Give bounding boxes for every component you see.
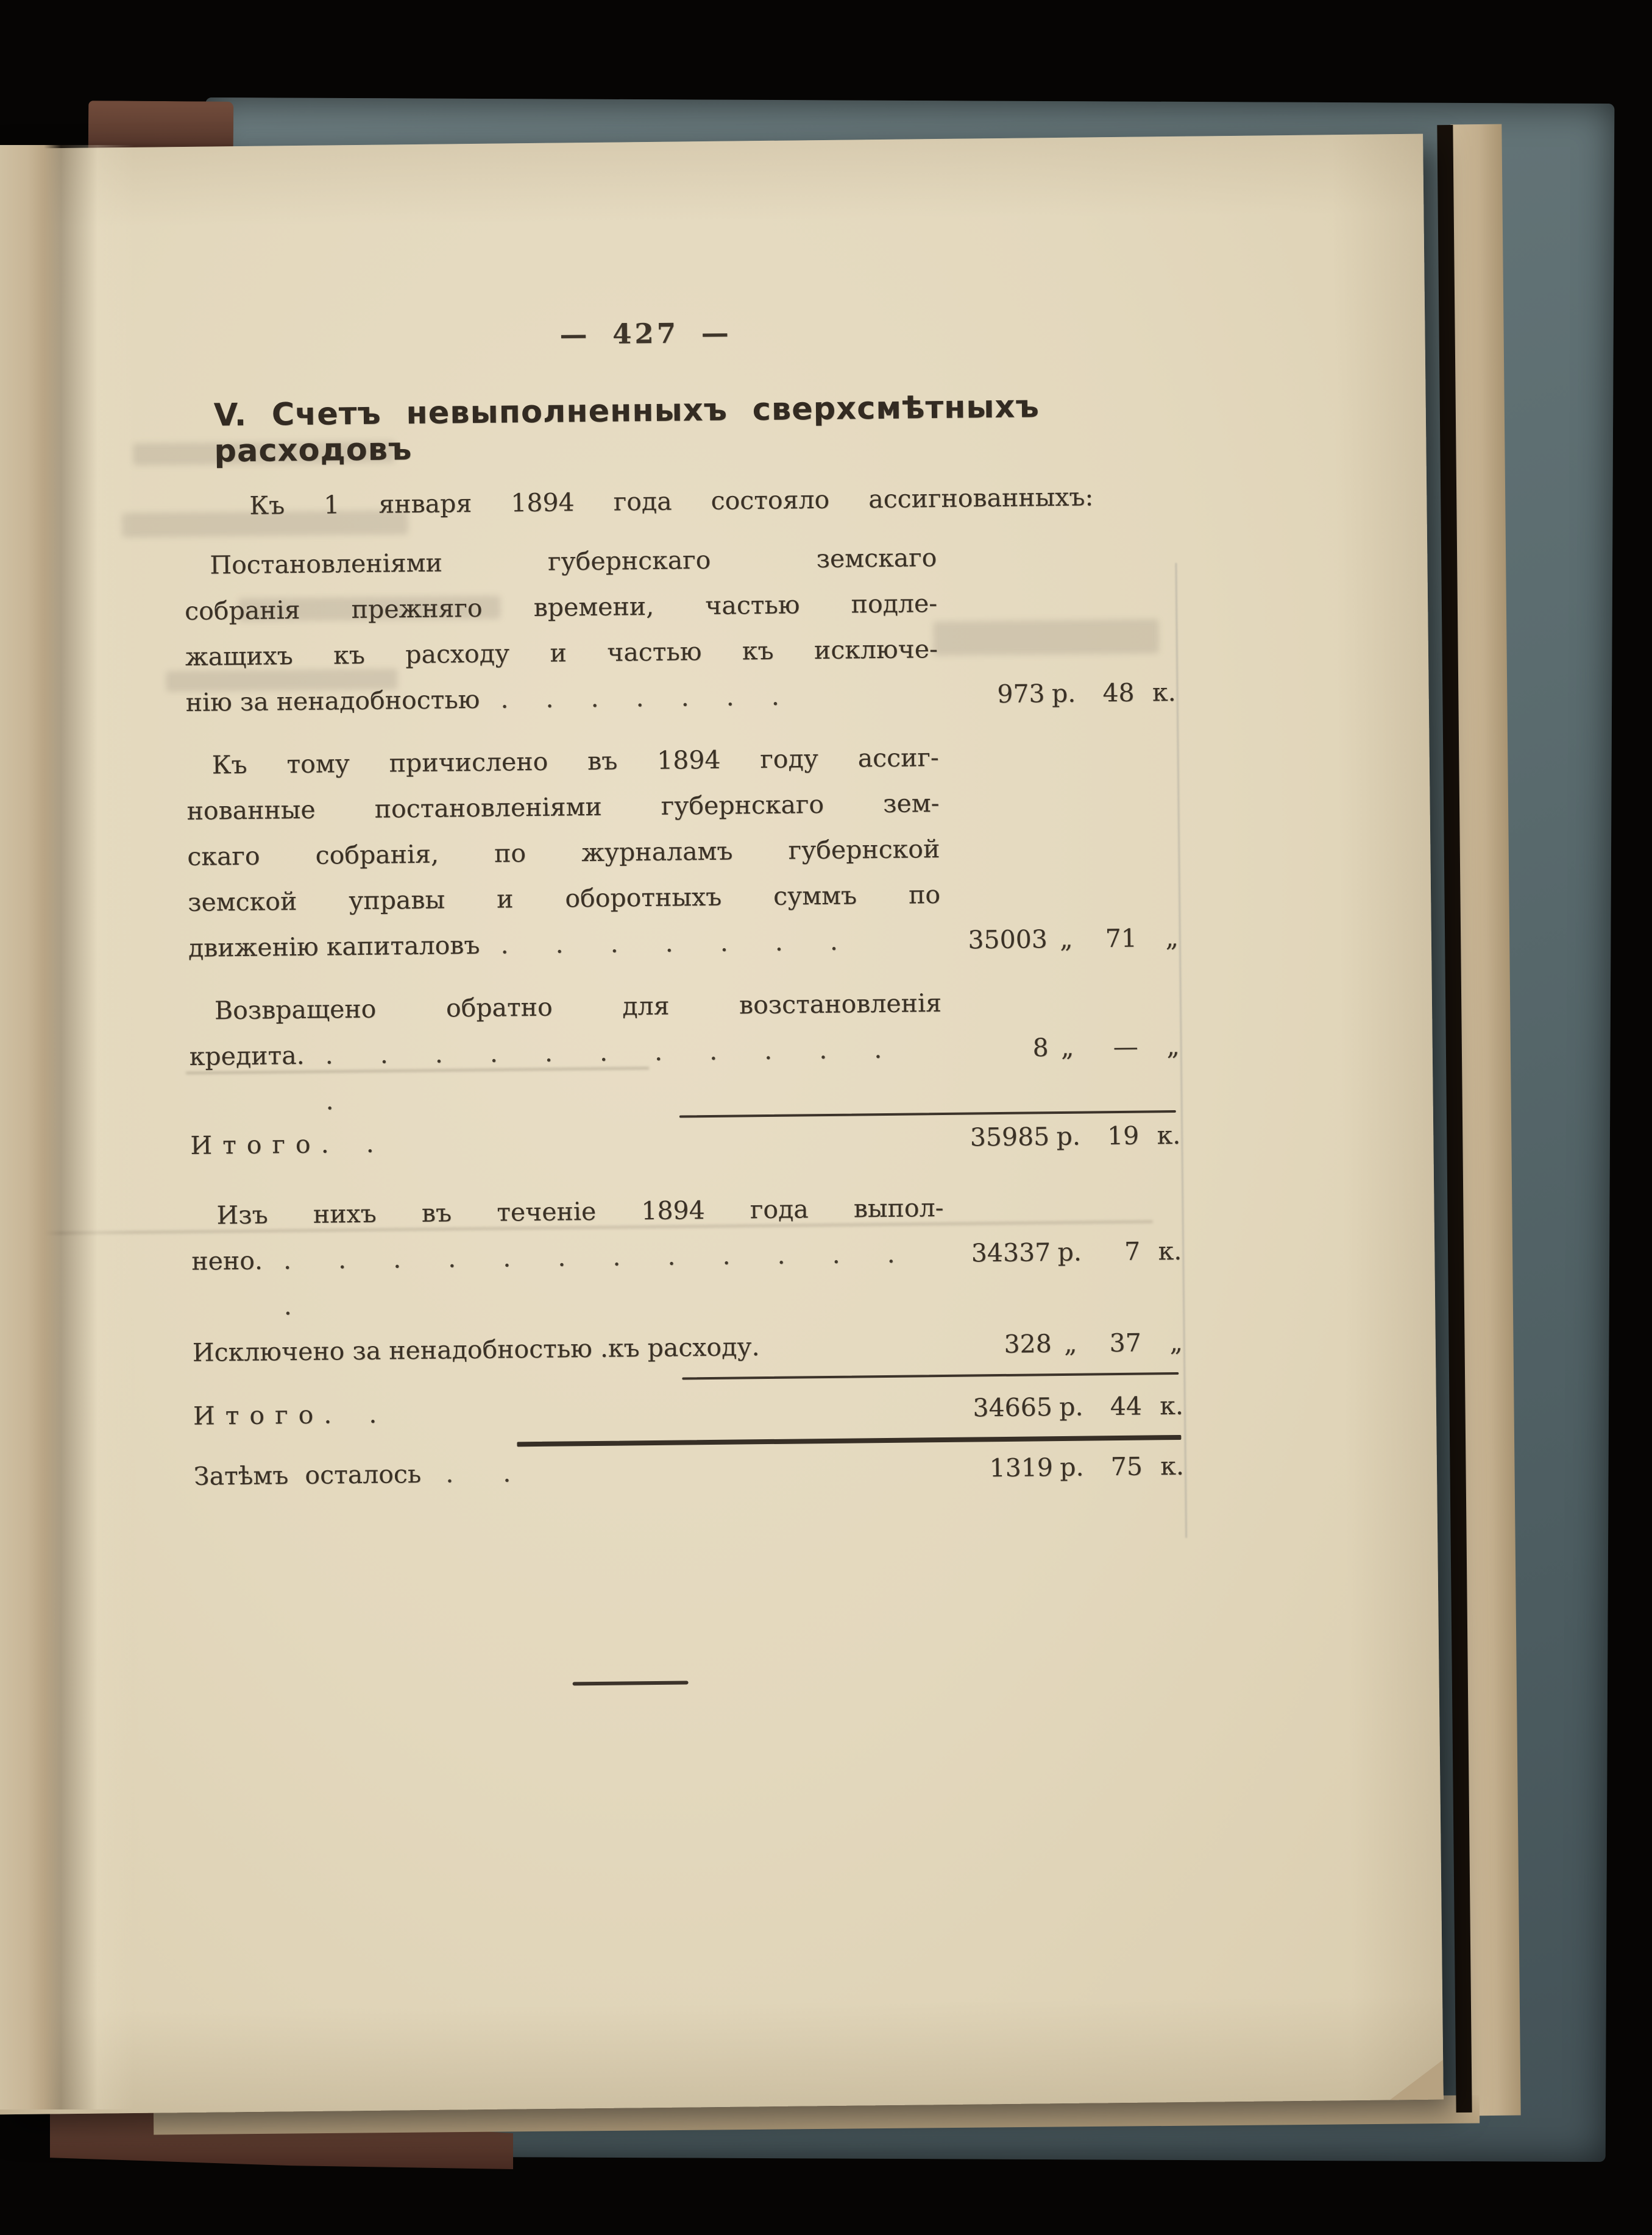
entry-line: движенію капиталовъ	[188, 930, 480, 963]
kopeck-unit: „	[1166, 1031, 1180, 1061]
entry-amount-row	[192, 1320, 1183, 1376]
amount-kopecks: 7	[1124, 1236, 1141, 1266]
book-page	[0, 134, 1444, 2115]
kopeck-unit: к.	[1152, 677, 1176, 707]
kopeck-unit: к.	[1159, 1390, 1184, 1421]
ruble-unit: „	[1063, 1328, 1077, 1358]
kopeck-unit: к.	[1160, 1451, 1185, 1481]
amount-rubles: 973	[997, 679, 1045, 709]
entry-line: Къ тому причислено въ 1894 году ассиг-	[211, 743, 939, 780]
amount-kopecks: 19	[1107, 1121, 1140, 1151]
subtotal-label: Итого.	[193, 1400, 342, 1431]
entry-line: нено.	[191, 1245, 263, 1276]
entry-line: Изъ нихъ въ теченіе 1894 года выпол-	[216, 1193, 944, 1230]
subtotal-row	[190, 1113, 1181, 1169]
ledger-entry	[186, 732, 1179, 971]
amount-kopecks: 48	[1102, 678, 1135, 708]
amount-rubles: 328	[1004, 1329, 1052, 1359]
subtotal-row	[193, 1383, 1184, 1439]
leader-dots: .	[366, 1128, 374, 1158]
amount	[905, 1024, 1180, 1072]
entry-line: жащихъ къ расходу и частью къ исключе-	[185, 634, 938, 671]
total-rule	[682, 1372, 1179, 1380]
amount-rubles: 35003	[968, 924, 1048, 955]
amount-rubles: 34337	[971, 1238, 1051, 1268]
end-divider	[573, 1681, 689, 1685]
kopeck-unit: к.	[1158, 1236, 1182, 1266]
amount	[901, 670, 1176, 718]
amount	[909, 1383, 1184, 1432]
leader-dots: . . . . . . .	[500, 681, 779, 714]
entry-line: Исключено за ненадобностью .къ расходу.	[192, 1332, 760, 1367]
leader-dots: . .	[445, 1458, 511, 1489]
page-number: — 427 —	[559, 316, 732, 351]
ledger-entry	[191, 1183, 1183, 1376]
ruble-unit: „	[1060, 1032, 1074, 1062]
leader-dots: . . . . . . . . . . . .	[325, 1035, 882, 1116]
entry-line: Постановленіями губернскаго земскаго	[210, 543, 937, 580]
leader-dots: . . . . . . . . . . . . .	[283, 1239, 895, 1321]
leader-dots: .	[369, 1399, 377, 1429]
leather-spine-corner-top	[88, 101, 234, 153]
amount-kopecks: 37	[1109, 1328, 1142, 1358]
amount-kopecks: 75	[1110, 1451, 1143, 1482]
amount	[906, 1113, 1181, 1161]
entry-amount-row	[191, 1228, 1182, 1330]
section-heading: V. Счетъ невыполненныхъ сверхсмѣтныхъ расходовъ	[213, 389, 1040, 470]
amount-kopecks: 44	[1110, 1391, 1143, 1422]
ruble-unit: р.	[1051, 678, 1076, 709]
entry-line: нованные постановленіями губернскаго зем-	[186, 788, 940, 826]
ruble-unit: р.	[1057, 1237, 1082, 1267]
entry-line: нію за ненадобностью	[185, 684, 480, 717]
entry-amount-row	[188, 915, 1179, 971]
ruble-unit: р.	[1060, 1452, 1084, 1482]
amount	[910, 1443, 1185, 1492]
entry-line: скаго собранія, по журналамъ губернской	[187, 834, 940, 871]
amount	[904, 915, 1179, 964]
entry-amount-row	[185, 670, 1176, 726]
entry-line: кредита.	[189, 1040, 305, 1071]
ledger	[184, 533, 1186, 1690]
entry-line: Возвращено обратно для возстановленія	[214, 988, 942, 1025]
ruble-unit: р.	[1056, 1121, 1081, 1152]
kopeck-unit: „	[1165, 923, 1179, 953]
amount-rubles: 35985	[970, 1122, 1050, 1152]
entry-line: земской управы и оборотныхъ суммъ по	[187, 880, 941, 917]
amount-rubles: 8	[1032, 1033, 1049, 1063]
amount	[907, 1228, 1182, 1277]
ledger-entry	[184, 533, 1176, 726]
ruble-unit: „	[1059, 924, 1073, 954]
leader-dots: . . . . . . .	[500, 926, 838, 960]
amount	[908, 1320, 1183, 1369]
amount-kopecks: 71	[1105, 923, 1138, 954]
kopeck-unit: к.	[1157, 1120, 1181, 1150]
subtotal-label: Итого.	[190, 1129, 339, 1160]
kopeck-unit: „	[1169, 1327, 1183, 1358]
amount-kopecks: —	[1113, 1032, 1138, 1062]
remainder-label: Затѣмъ осталось	[193, 1459, 422, 1491]
amount-rubles: 1319	[989, 1453, 1054, 1483]
amount-rubles: 34665	[973, 1392, 1053, 1423]
ruble-unit: р.	[1058, 1392, 1083, 1422]
entry-line: собранія прежняго времени, частью подле-	[184, 589, 938, 626]
ledger-entry	[189, 978, 1180, 1125]
intro-line: Къ 1 января 1894 года состояло ассигнованныхъ:	[249, 482, 1094, 520]
entry-amount-row	[189, 1024, 1180, 1125]
page-corner-chip	[1389, 2054, 1444, 2100]
remainder-row	[194, 1443, 1185, 1500]
